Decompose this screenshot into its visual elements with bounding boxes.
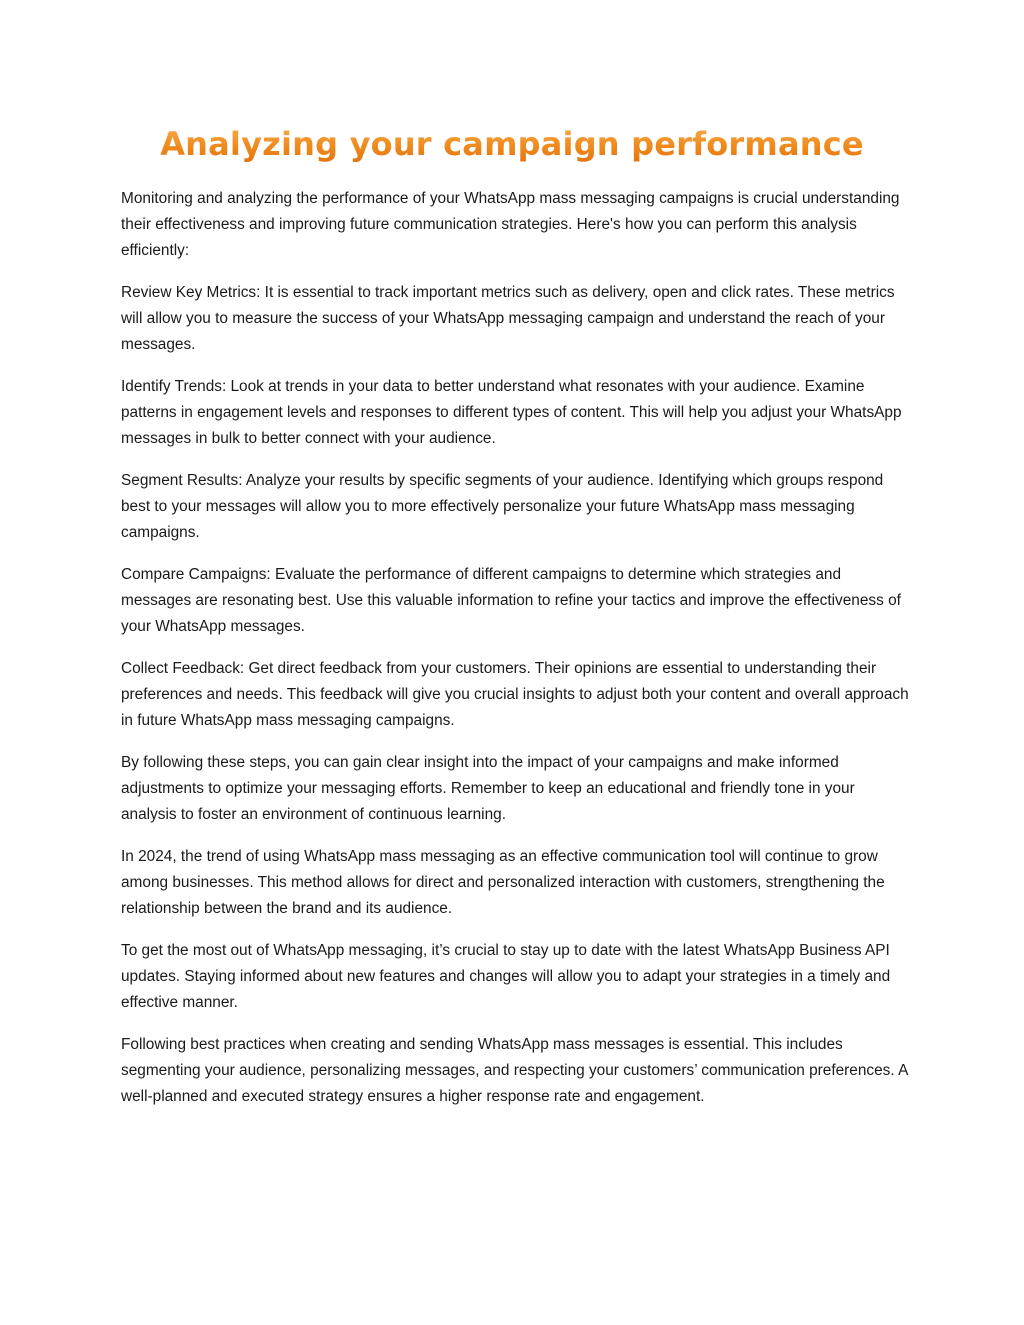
paragraph-review-key-metrics: Review Key Metrics: It is essential to track important metrics such as delivery, open and click rates. These metrics will allow you to measure the success of your WhatsApp messaging campaign and understand the reach of your messages. <box>121 284 895 353</box>
paragraph-intro: Monitoring and analyzing the performance of your WhatsApp mass messaging campaigns is crucial understanding their effectiveness and improving future communication strategies. Here's how you can perform this analysis efficiently: <box>121 190 900 259</box>
paragraph-best-practices: Following best practices when creating and sending WhatsApp mass messages is essential. This includes segmenting your audience, personalizing messages, and respecting your customers’ communication preferences. A well-planned and executed strategy ensures a higher response rate and engagement. <box>121 1036 908 1105</box>
paragraph-compare-campaigns: Compare Campaigns: Evaluate the performance of different campaigns to determine which strategies and messages are resonating best. Use this valuable information to refine your tactics and improve the effectiveness of your WhatsApp messages. <box>121 566 901 635</box>
paragraph-segment-results: Segment Results: Analyze your results by specific segments of your audience. Identifying which groups respond best to your messages will allow you to more effectively personalize your future WhatsApp mass messaging campaigns. <box>121 472 884 541</box>
document-title: Analyzing your campaign performance <box>0 122 1024 166</box>
paragraph-trend-2024: In 2024, the trend of using WhatsApp mass messaging as an effective communication tool will continue to grow among businesses. This method allows for direct and personalized interaction with customers, strengthening the relationship between the brand and its audience. <box>121 848 885 917</box>
paragraph-identify-trends: Identify Trends: Look at trends in your data to better understand what resonates with your audience. Examine patterns in engagement levels and responses to different types of content. This will help you adjust your WhatsApp messages in bulk to better connect with your audience. <box>121 378 902 447</box>
document-body <box>121 186 911 1126</box>
paragraph-collect-feedback: Collect Feedback: Get direct feedback from your customers. Their opinions are essential to understanding their preferences and needs. This feedback will give you crucial insights to adjust both your content and overall approach in future WhatsApp mass messaging campaigns. <box>121 660 909 729</box>
paragraph-api-updates: To get the most out of WhatsApp messaging, it’s crucial to stay up to date with the latest WhatsApp Business API updates. Staying informed about new features and changes will allow you to adapt your strategies in a timely and effective manner. <box>121 942 891 1011</box>
paragraph-following-steps: By following these steps, you can gain clear insight into the impact of your campaigns and make informed adjustments to optimize your messaging efforts. Remember to keep an educational and friendly tone in your analysis to foster an environment of continuous learning. <box>121 754 855 823</box>
